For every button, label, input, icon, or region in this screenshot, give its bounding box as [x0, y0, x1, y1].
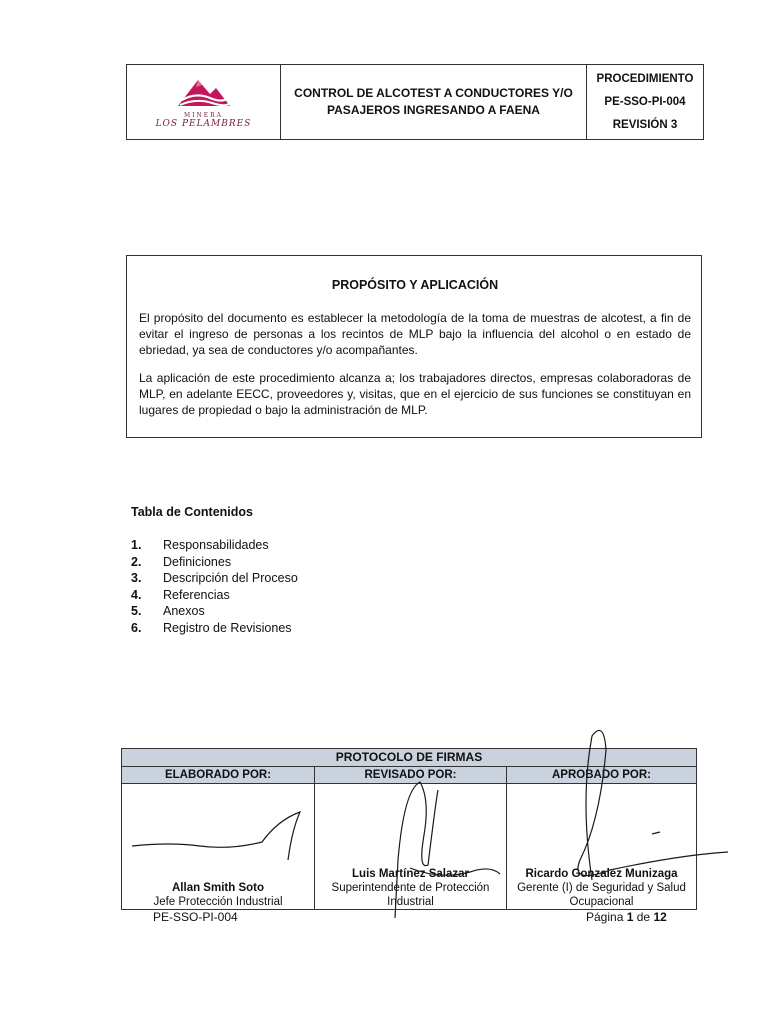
- toc-item: [131, 588, 298, 605]
- signature-columns: [122, 767, 696, 910]
- toc-item-number: 6.: [131, 620, 142, 635]
- toc-item: [131, 555, 298, 572]
- toc-item-label: Descripción del Proceso: [163, 571, 298, 585]
- toc-title: Tabla de Contenidos: [131, 505, 253, 519]
- toc-item: [131, 604, 298, 621]
- toc-item-number: 4.: [131, 587, 142, 602]
- signature-space: [122, 784, 314, 881]
- toc-item-number: 2.: [131, 554, 142, 569]
- signature-role: REVISADO POR:: [315, 767, 506, 784]
- toc-item: [131, 621, 298, 638]
- page-prefix: Página: [586, 910, 624, 924]
- toc-item-number: 5.: [131, 604, 142, 618]
- brand-top-text: MINERA: [184, 112, 223, 119]
- footer-document-code: PE-SSO-PI-004: [153, 910, 238, 924]
- purpose-paragraph-2: La aplicación de este procedimiento alcanza a; los trabajadores directos, empresas colaboradoras de MLP, en adelante EECC, proveedores y, visitas, que en el ejercicio de sus funciones se constituyan en lugares de propiedad o bajo la administración de MLP.: [139, 371, 691, 417]
- company-logo: [154, 72, 254, 132]
- signature-column-aprobado: [507, 767, 696, 910]
- toc-list: [131, 538, 298, 637]
- document-code: PE-SSO-PI-004: [604, 95, 686, 108]
- document-title: CONTROL DE ALCOTEST A CONDUCTORES Y/O PASAJEROS INGRESANDO A FAENA: [281, 65, 587, 139]
- toc-item-label: Responsabilidades: [163, 538, 269, 552]
- signature-column-revisado: [315, 767, 507, 910]
- document-code-cell: [587, 65, 703, 139]
- document-type: PROCEDIMIENTO: [596, 72, 694, 85]
- toc-item: [131, 571, 298, 588]
- toc-item-label: Definiciones: [163, 554, 232, 569]
- purpose-paragraph-1: El propósito del documento es establecer la metodología de la toma de muestras de alcotest, a fin de evitar el ingreso de personas a los recintos de MLP bajo la influencia del alcohol o en estado de ebriedad, ya sea de conductores y/o acompañantes.: [139, 311, 691, 357]
- signatory-name: Luis Martínez Salazar: [352, 868, 469, 880]
- signature-role: APROBADO POR:: [507, 767, 696, 784]
- signature-space: [507, 784, 696, 867]
- page-total: 12: [653, 910, 667, 924]
- signature-table-title: PROTOCOLO DE FIRMAS: [122, 749, 696, 767]
- toc-item-label: Anexos: [163, 604, 205, 618]
- signatory-position: Superintendente de Protección Industrial: [331, 882, 490, 908]
- signature-table: [121, 748, 697, 910]
- signature-column-elaborado: [122, 767, 315, 910]
- brand-bottom-text: LOS PELAMBRES: [155, 119, 252, 129]
- signatory-name: Allan Smith Soto: [172, 882, 264, 894]
- document-header: [126, 64, 704, 140]
- mountain-logo-icon: [176, 76, 232, 114]
- toc-item-number: 3.: [131, 571, 142, 585]
- toc-item: [131, 538, 298, 555]
- purpose-box: [126, 255, 702, 438]
- signatory-position: Jefe Protección Industrial: [153, 896, 283, 908]
- logo-cell: [127, 65, 281, 139]
- signature-space: [315, 784, 506, 867]
- signatory-name: Ricardo Gonzalez Munizaga: [525, 868, 678, 880]
- toc-item-number: 1.: [131, 538, 142, 552]
- purpose-heading: PROPÓSITO Y APLICACIÓN: [331, 278, 499, 292]
- toc-item-label: Referencias: [163, 587, 230, 602]
- signature-role: ELABORADO POR:: [122, 767, 314, 784]
- page-mid: de: [636, 910, 651, 924]
- footer-page-number: [586, 910, 667, 924]
- document-revision: REVISIÓN 3: [612, 118, 678, 131]
- toc-item-label: Registro de Revisiones: [163, 620, 292, 635]
- page-current: 1: [626, 910, 634, 924]
- signatory-position: Gerente (I) de Seguridad y Salud Ocupacional: [517, 882, 686, 908]
